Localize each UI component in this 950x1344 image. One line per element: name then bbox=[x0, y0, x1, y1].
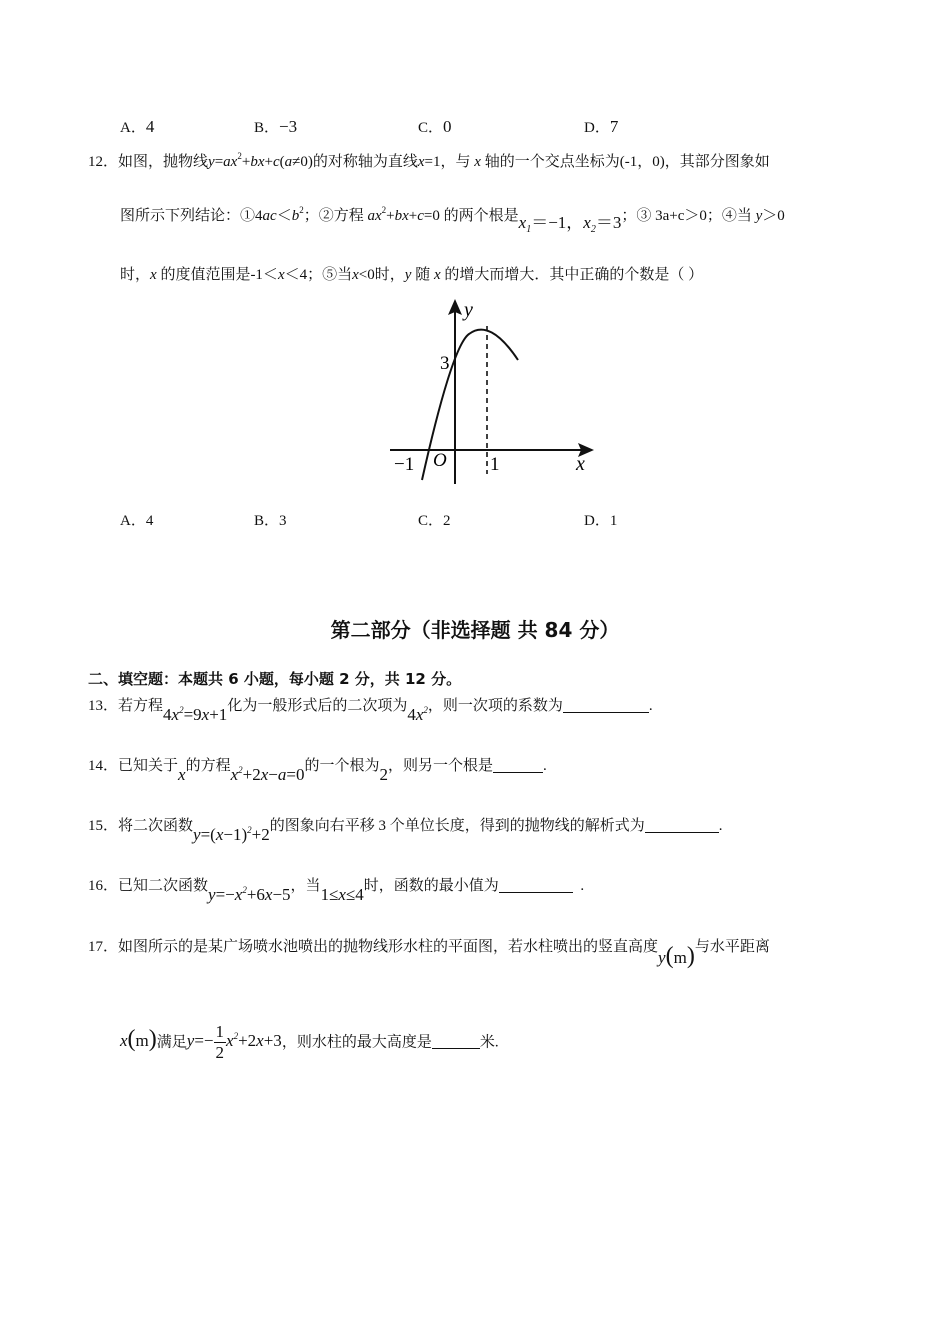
q11-option-b: B．−3 bbox=[254, 117, 298, 136]
q14-line: 14．已知关于x的方程$x^2+2x-a=0$的一个根为2，则另一个根是 . bbox=[88, 758, 547, 784]
q16-line: 16．已知二次函数$y=-x^2+6x-5$，当1≤x≤4时，函数的最小值为 . bbox=[88, 878, 585, 904]
y-axis-label: y bbox=[464, 299, 473, 321]
q15-line: 15．将二次函数$y=(x-1)^2+2$的图象向右平移 3 个单位长度，得到的抛物线的解析式为 . bbox=[88, 818, 723, 844]
q13-line: 13．若方程$4x^2=9x+1$化为一般形式后的二次项为$4x^2$，则一次项的系数为 . bbox=[88, 698, 653, 724]
tick-3-label: 3 bbox=[440, 353, 450, 374]
q12-line-1: 12．如图，抛物线$y=ax^2+bx+c(a\ne 0)$的对称轴为直线x=1，与 x 轴的一个交点坐标为(-1，0)，其部分图象如 bbox=[88, 151, 770, 170]
q12-option-b: B．3 bbox=[254, 513, 287, 529]
origin-label: O bbox=[433, 450, 447, 471]
q11-option-a: A．4 bbox=[120, 117, 155, 136]
q12-parabola-graph bbox=[380, 296, 610, 492]
q17-line-1: 17．如图所示的是某广场喷水池喷出的抛物线形水柱的平面图，若水柱喷出的竖直高度y(m)与水平距离 bbox=[88, 939, 770, 969]
x-axis-label: x bbox=[576, 453, 585, 475]
q11-option-d: D．7 bbox=[584, 117, 619, 136]
tick-neg1-label: −1 bbox=[394, 454, 415, 475]
tick-1-label: 1 bbox=[490, 454, 500, 475]
section-header: 二、填空题：本题共 6 小题，每小题 2 分，共 12 分。 bbox=[88, 670, 462, 688]
q12-option-c: C．2 bbox=[418, 513, 451, 529]
q12-option-a: A．4 bbox=[120, 513, 154, 529]
q17-line-2: x(m)满足y=− $\frac{1}{2}$ $x^2+2x+3$，则水柱的最大高度是 米. bbox=[120, 1022, 499, 1062]
q12-line-2: 图所示下列结论：$①4ac<b^2$；②方程 $ax^2+bx+c=0$ 的两个根是$x_1=-1$，$x_2=3$；③ 3a+c＞0；④当 y＞0 bbox=[120, 205, 785, 235]
q12-option-d: D．1 bbox=[584, 513, 618, 529]
q11-option-c: C．0 bbox=[418, 117, 452, 136]
part-two-title: 第二部分（非选择题 共 84 分） bbox=[330, 618, 620, 642]
q12-line-3: 时，x 的度值范围是-1＜x＜4；⑤当x<0时，y 随 x 的增大而增大．其中正确的个数是（ ） bbox=[120, 267, 704, 283]
